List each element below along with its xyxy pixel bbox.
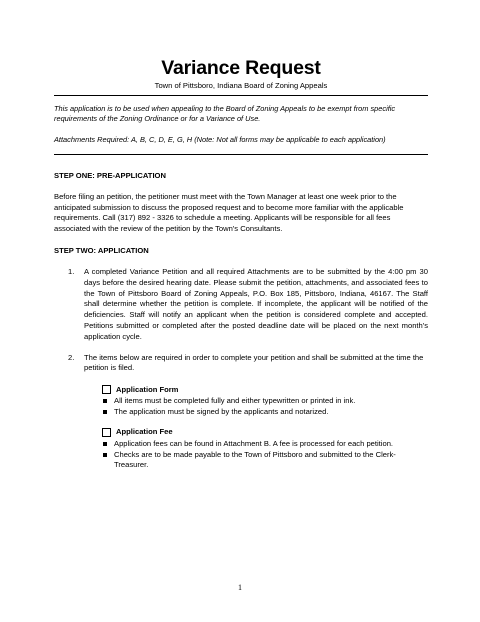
step-two-item	[54, 267, 428, 343]
item-text: A completed Variance Petition and all required Attachments are to be submitted by the 4:00 pm 30 days before the desired hearing date. Please submit the petition, attachments, and associated fees to the Town of Pittsboro Board of Zoning Appeals, P.O. Box 185, Pittsboro, Indiana, 46167. The Staff shall determine whether the petition is complete. If incomplete, the applicant will be notified of the deficiencies. Staff will notify an applicant when the petition is considered complete and accepted. Petitions submitted or completed after the posted deadline date will be placed on the next month's application cycle.	[84, 267, 428, 341]
step-two-heading: STEP TWO: APPLICATION	[54, 246, 149, 256]
square-bullet-icon	[103, 399, 107, 403]
item-number: 1.	[68, 267, 75, 277]
bullet-list	[102, 396, 428, 418]
square-bullet-icon	[103, 453, 107, 457]
checklist-label: Application Fee	[116, 427, 173, 437]
bullet-text: All items must be completed fully and either typewritten or printed in ink.	[114, 396, 356, 406]
checklist-label: Application Form	[116, 384, 179, 394]
checklist-row	[102, 427, 428, 438]
top-divider	[54, 95, 428, 96]
purpose-statement: This application is to be used when appealing to the Board of Zoning Appeals to be exempt from specific requirements of the Zoning Ordinance or for a Variance of Use.	[54, 104, 396, 124]
square-bullet-icon	[103, 442, 107, 446]
item-text: The items below are required in order to complete your petition and shall be submitted at the time the petition is filed.	[84, 352, 424, 373]
document-title: Variance Request	[161, 57, 321, 79]
step-two-list	[54, 267, 428, 374]
bullet-item	[102, 407, 428, 418]
document-subtitle: Town of Pittsboro, Indiana Board of Zoning Appeals	[154, 81, 328, 90]
bullet-list	[102, 439, 428, 471]
square-bullet-icon	[103, 410, 107, 414]
bullet-text: The application must be signed by the applicants and notarized.	[114, 407, 329, 417]
application-form-checkbox[interactable]	[102, 385, 111, 394]
intro-divider	[54, 154, 428, 155]
item-number: 2.	[68, 352, 75, 362]
page-number: 1	[238, 583, 242, 592]
bullet-text: Application fees can be found in Attachment B. A fee is processed for each petition.	[114, 438, 394, 448]
checklist-application-fee	[102, 427, 428, 471]
bullet-item	[102, 439, 428, 450]
attachments-required: Attachments Required: A, B, C, D, E, G, H (Note: Not all forms may be applicable to each application)	[54, 134, 386, 144]
bullet-item	[102, 450, 428, 472]
bullet-text: Checks are to be made payable to the Town of Pittsboro and submitted to the Clerk-Treasurer.	[114, 449, 396, 470]
application-fee-checkbox[interactable]	[102, 428, 111, 437]
step-one-body: Before filing an petition, the petitioner must meet with the Town Manager at least one week prior to the anticipated submission to discuss the proposed request and to become more familiar with the applicable requirements. Call (317) 892 - 3326 to schedule a meeting. Applicants will be responsible for all fees associated with the review of the petition by the Town's Consultants.	[54, 191, 404, 234]
checklist-row	[102, 384, 428, 395]
step-one-heading: STEP ONE: PRE-APPLICATION	[54, 170, 166, 180]
checklist-application-form	[102, 384, 428, 418]
bullet-item	[102, 396, 428, 407]
step-two-item	[54, 353, 428, 375]
